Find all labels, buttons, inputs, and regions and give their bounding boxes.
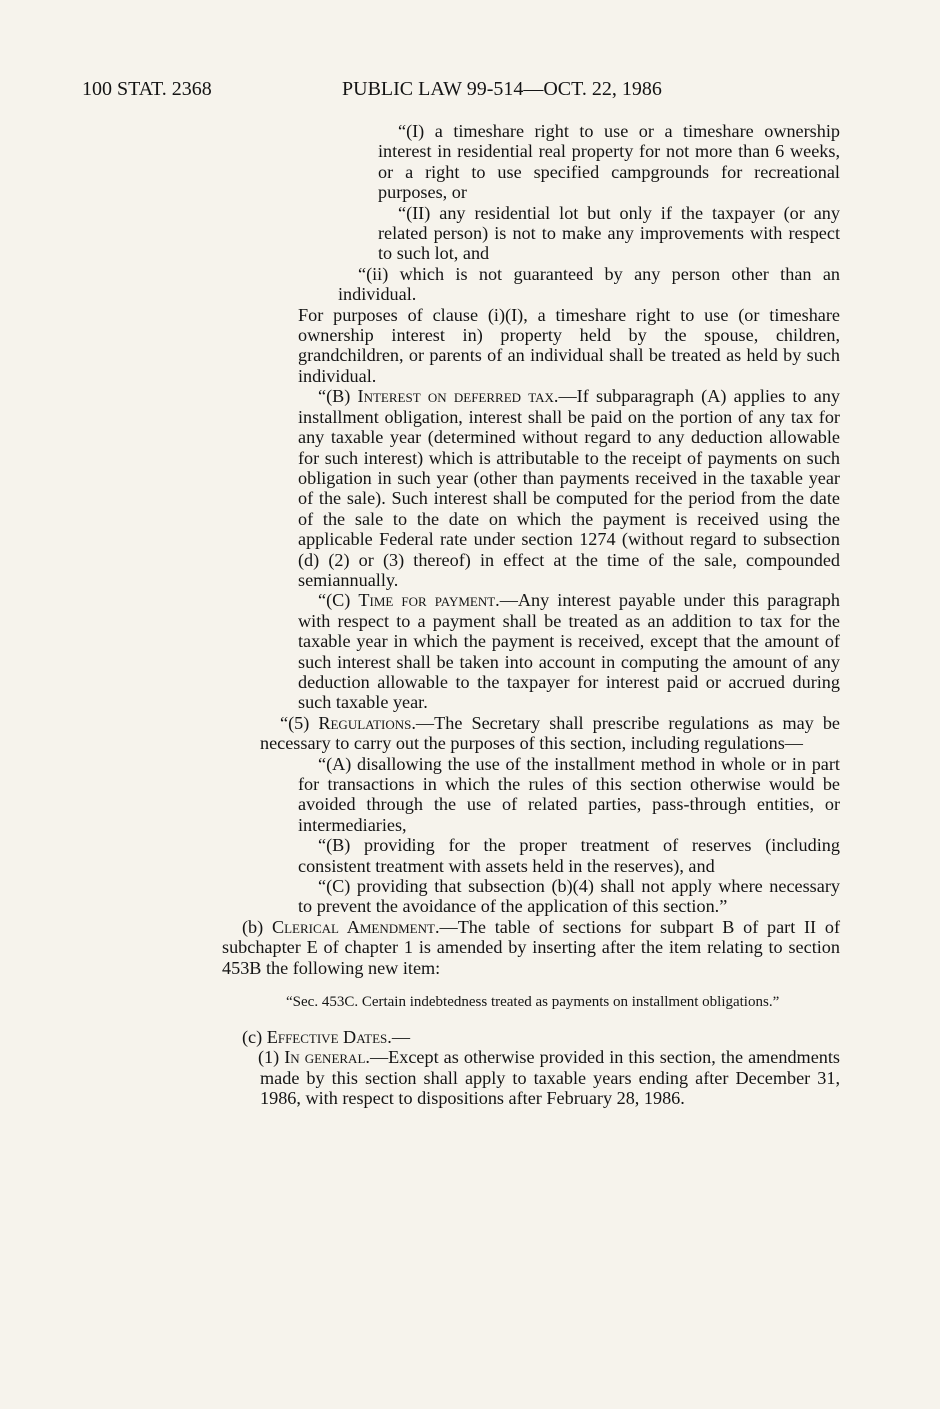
section-b-clerical-amendment	[222, 917, 840, 978]
subparagraph-b-interest	[298, 386, 840, 590]
interest-on-deferred-tax-heading: Interest on deferred tax.	[357, 386, 559, 407]
section-c-lead: (c)	[242, 1027, 267, 1048]
section-c-effective-dates	[242, 1027, 840, 1047]
clause-i-I: “(I) a timeshare right to use or a timeshare ownership interest in residential real property for not more than 6 weeks, or a right to use specified campgrounds for recreational purposes, or	[378, 121, 840, 203]
subparagraph-b-text: —If subparagraph (A) applies to any installment obligation, interest shall be paid on the portion of any tax for any taxable year (determined without regard to any deduction allowable for such interest) which is attributable to the receipt of payments on such obligation in such year (other than payments received in the taxable year of the sale). Such interest shall be computed for the period from the date of the sale to the date on which the payment is received using the applicable Federal rate under section 1274 (without regard to subsection (d) (2) or (3) thereof) in effect at the time of the sale, compounded semiannually.	[298, 386, 841, 590]
regulation-c: “(C) providing that subsection (b)(4) shall not apply where necessary to prevent the avoidance of the application of this section.”	[298, 876, 840, 917]
section-c-1-lead: (1)	[258, 1047, 285, 1068]
subparagraph-c-lead: “(C)	[318, 590, 359, 611]
section-c-1-in-general	[260, 1047, 840, 1108]
clause-ii: “(ii) which is not guaranteed by any person other than an individual.	[338, 263, 840, 305]
paragraph-5-text: —The Secretary shall prescribe regulations as may be necessary to carry out the purposes of this section, including regulations—	[260, 712, 840, 754]
section-b-lead: (b)	[242, 916, 272, 937]
paragraph-5-regulations	[260, 713, 840, 754]
time-for-payment-heading: Time for payment.	[358, 590, 500, 611]
clerical-amendment-heading: Clerical Amendment.	[271, 916, 440, 937]
paragraph-5-lead: “(5)	[280, 712, 319, 733]
subparagraph-c-text: —Any interest payable under this paragraph with respect to a payment shall be treated as an addition to tax for the taxable year in which the payment is received, except that the amount of such interest shall be taken into account in computing the amount of any deduction allowable to the taxpayer for interest paid or accrued during such taxable year.	[298, 590, 840, 713]
section-c-text: —	[391, 1027, 410, 1048]
section-b-text: —The table of sections for subpart B of part II of subchapter E of chapter 1 is amended by inserting after the item relating to section 453B the following new item:	[222, 916, 841, 978]
timeshare-provision: For purposes of clause (i)(I), a timeshare right to use (or timeshare ownership interest in) property held by the spouse, children, grandchildren, or parents of an individual shall be treated as held by such individual.	[298, 304, 840, 386]
running-header	[82, 76, 862, 102]
regulation-b: “(B) providing for the proper treatment of reserves (including consistent treatment with assets held in the reserves), and	[298, 835, 840, 876]
subparagraph-b-lead: “(B)	[318, 386, 358, 407]
public-law-title: PUBLIC LAW 99-514—OCT. 22, 1986	[342, 78, 662, 100]
section-c-1-text: —Except as otherwise provided in this section, the amendments made by this section shall apply to taxable years ending after December 31, 1986, with respect to dispositions after February 28, 1986.	[260, 1047, 840, 1109]
stat-citation: 100 STAT. 2368	[82, 78, 212, 100]
new-table-item: “Sec. 453C. Certain indebtedness treated as payments on installment obligations.”	[286, 994, 780, 1011]
in-general-heading: In general.	[284, 1047, 370, 1068]
regulations-heading: Regulations.	[318, 712, 416, 733]
effective-dates-heading: Effective Dates.	[266, 1027, 392, 1048]
clause-i-II: “(II) any residential lot but only if the taxpayer (or any related person) is not to make any improvements with respect to such lot, and	[378, 202, 840, 264]
regulation-a: “(A) disallowing the use of the installment method in whole or in part for transactions in which the rules of this section otherwise would be avoided through the use of related parties, pass-through entities, or intermediaries,	[298, 753, 840, 835]
subparagraph-c-time	[298, 590, 840, 712]
statute-body	[0, 121, 940, 1109]
